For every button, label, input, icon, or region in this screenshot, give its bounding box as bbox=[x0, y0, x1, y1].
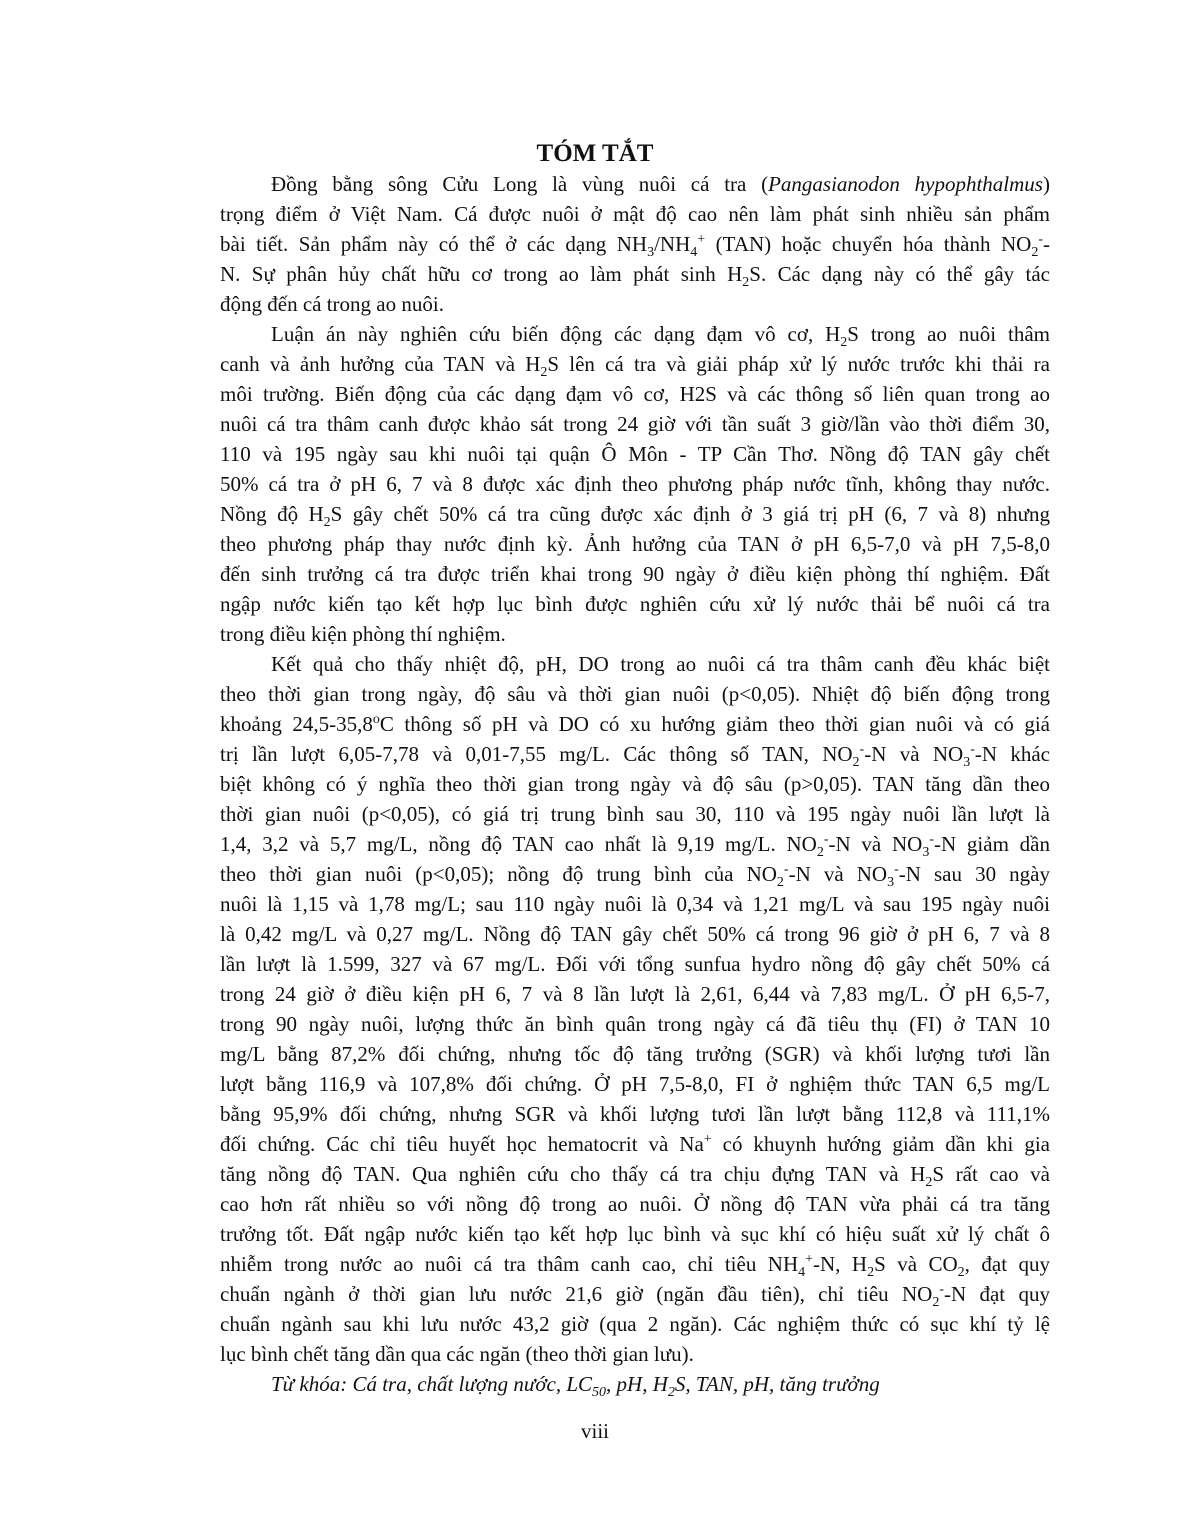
paragraph-2-line: trong điều kiện phòng thí nghiệm. bbox=[220, 622, 506, 646]
paragraph-3-line: trong 90 ngày nuôi, lượng thức ăn bình quân trong ngày cá đã tiêu thụ (FI) ở TAN 10 bbox=[220, 1012, 1050, 1036]
paragraph-3-line: bằng 95,9% đối chứng, nhưng SGR và khối lượng tươi lần lượt bằng 112,8 và 111,1% bbox=[220, 1102, 1050, 1126]
paragraph-3-line: trưởng tốt. Đất ngập nước kiến tạo kết hợp lục bình và sục khí có hiệu suất xử lý chất ô bbox=[220, 1222, 1050, 1246]
paragraph-2-line: theo phương pháp thay nước định kỳ. Ảnh hưởng của TAN ở pH 6,5-7,0 và pH 7,5-8,0 bbox=[220, 532, 1050, 556]
paragraph-3-line: nuôi là 1,15 và 1,78 mg/L; sau 110 ngày nuôi là 0,34 và 1,21 mg/L và sau 195 ngày nuôi bbox=[220, 892, 1050, 916]
paragraph-3-line: theo thời gian trong ngày, độ sâu và thời gian nuôi (p<0,05). Nhiệt độ biến động trong bbox=[220, 682, 1050, 706]
paragraph-2-line: canh và ảnh hưởng của TAN và $H_2S$ lên cá tra và giải pháp xử lý nước trước khi thải ra bbox=[220, 352, 1050, 381]
page-title: TÓM TẮT bbox=[536, 140, 654, 167]
paragraph-1-line: N. Sự phân hủy chất hữu cơ trong ao làm phát $\sinh H_2S$. Các dạng này có thể gây tác bbox=[220, 262, 1051, 291]
paragraph-3-line: trong 24 giờ ở điều kiện pH 6, 7 và 8 lần lượt là 2,61, 6,44 và 7,83 mg/L. Ở pH 6,5-7, bbox=[220, 982, 1050, 1006]
paragraph-3-line: trị lần lượt 6,05-7,78 và 0,01-7,55 mg/L. Các thông số TAN, $NO_2^--N$ và $NO_3^--N$ khác bbox=[220, 742, 1050, 771]
paragraph-3-line: chuẩn ngành sau khi lưu nước 43,2 giờ (qua 2 ngăn). Các nghiệm thức có sục khí tỷ lệ bbox=[220, 1312, 1050, 1336]
paragraph-3-line: mg/L bằng 87,2% đối chứng, nhưng tốc độ tăng trưởng (SGR) và khối lượng tươi lần bbox=[220, 1042, 1050, 1066]
paragraph-3-line: tăng nồng độ TAN. Qua nghiên cứu cho thấy cá tra chịu đựng TAN và $H_2S$ rất cao và bbox=[220, 1162, 1050, 1191]
paragraph-2-line: Luận án này nghiên cứu biến động các dạng đạm vô cơ, $H_2S$ trong ao nuôi thâm bbox=[271, 322, 1050, 351]
paragraph-2-line: đến sinh trưởng cá tra được triển khai trong 90 ngày ở điều kiện phòng thí nghiệm. Đất bbox=[220, 562, 1050, 586]
paragraph-1-line: Đồng bằng sông Cửu Long là vùng nuôi cá tra (Pangasianodon hypophthalmus) bbox=[271, 172, 1050, 196]
paragraph-2-line: Nồng độ $H_2S$ gây chết 50% cá tra cũng được xác định ở 3 giá trị pH (6, 7 và 8) nhưng bbox=[220, 502, 1050, 531]
paragraph-3-line: thời gian nuôi (p<0,05), có giá trị trung bình sau 30, 110 và 195 ngày nuôi lần lượt là bbox=[220, 802, 1050, 826]
paragraph-3-line: cao hơn rất nhiều so với nồng độ trong ao nuôi. Ở nồng độ TAN vừa phải cá tra tăng bbox=[220, 1192, 1050, 1216]
paragraph-3-line: chuẩn ngành ở thời gian lưu nước 21,6 giờ (ngăn đầu tiên), chỉ tiêu $NO_2^--N$ đạt quy bbox=[220, 1282, 1050, 1311]
paragraph-3-line: Kết quả cho thấy nhiệt độ, pH, DO trong ao nuôi cá tra thâm canh đều khác biệt bbox=[271, 652, 1050, 676]
page-number: viii bbox=[580, 1419, 609, 1443]
keywords: Từ khóa: Cá tra, chất lượng nước, $LC_{50}$, pH, $H_2S$, TAN, pH, tăng trưởng bbox=[271, 1372, 880, 1401]
paragraph-2-line: môi trường. Biến động của các dạng đạm vô cơ, H2S và các thông số liên quan trong ao bbox=[220, 382, 1050, 406]
paragraph-3-line: biệt không có ý nghĩa theo thời gian trong ngày và độ sâu (p>0,05). TAN tăng dần theo bbox=[220, 772, 1050, 796]
paragraph-3-line: lần lượt là 1.599, 327 và 67 mg/L. Đối với tổng sunfua hydro nồng độ gây chết 50% cá bbox=[220, 952, 1050, 976]
paragraph-1-line: động đến cá trong ao nuôi. bbox=[220, 292, 444, 316]
paragraph-3-line: 1,4, 3,2 và 5,7 mg/L, nồng độ TAN cao nhất là 9,19 mg/L. $NO_2^--N$ và $NO_3^--N$ giảm dần bbox=[220, 832, 1051, 861]
paragraph-3-line: đối chứng. Các chỉ tiêu huyết học hematocrit và Na+ có khuynh hướng giảm dần khi gia bbox=[220, 1132, 1050, 1156]
paragraph-3-line: lục bình chết tăng dần qua các ngăn (theo thời gian lưu). bbox=[220, 1342, 694, 1366]
paragraph-3-line: nhiễm trong nước ao nuôi cá tra thâm canh cao, chỉ tiêu $NH_4^+-N$, $H_2S$ và $CO_2$, đạt quy bbox=[220, 1252, 1050, 1281]
paragraph-2-line: 110 và 195 ngày sau khi nuôi tại quận Ô Môn - TP Cần Thơ. Nồng độ TAN gây chết bbox=[220, 442, 1050, 466]
paragraph-3-line: lượt bằng 116,9 và 107,8% đối chứng. Ở pH 7,5-8,0, FI ở nghiệm thức TAN 6,5 mg/L bbox=[220, 1072, 1050, 1096]
paragraph-1-line: trọng điểm ở Việt Nam. Cá được nuôi ở mật độ cao nên làm phát sinh nhiều sản phẩm bbox=[220, 202, 1050, 226]
paragraph-3-line: khoảng 24,5-35,8$^o$C thông số pH và DO có xu hướng giảm theo thời gian nuôi và có giá bbox=[220, 712, 1050, 736]
paragraph-3-line: là 0,42 mg/L và 0,27 mg/L. Nồng độ TAN gây chết 50% cá trong 96 giờ ở pH 6, 7 và 8 bbox=[220, 922, 1050, 946]
paragraph-2-line: nuôi cá tra thâm canh được khảo sát trong 24 giờ với tần suất 3 giờ/lần vào thời điểm 30, bbox=[220, 412, 1050, 436]
paragraph-2-line: 50% cá tra ở pH 6, 7 và 8 được xác định theo phương pháp nước tĩnh, không thay nước. bbox=[220, 472, 1050, 496]
paragraph-3-line-placeholder bbox=[220, 1309, 1050, 1339]
paragraph-2-line: ngập nước kiến tạo kết hợp lục bình được nghiên cứu xử lý nước thải bể nuôi cá tra bbox=[220, 592, 1050, 616]
paragraph-3-line: theo thời gian nuôi (p<0,05); nồng độ trung bình của $NO_2^--N$ và $NO_3^--N$ sau 30 ngày bbox=[220, 862, 1051, 891]
paragraph-1-line: bài tiết. Sản phẩm này có thể ở các dạng $NH_3/NH_4^+$ (TAN) hoặc chuyển hóa thành $NO_2^--$ bbox=[220, 232, 1050, 261]
